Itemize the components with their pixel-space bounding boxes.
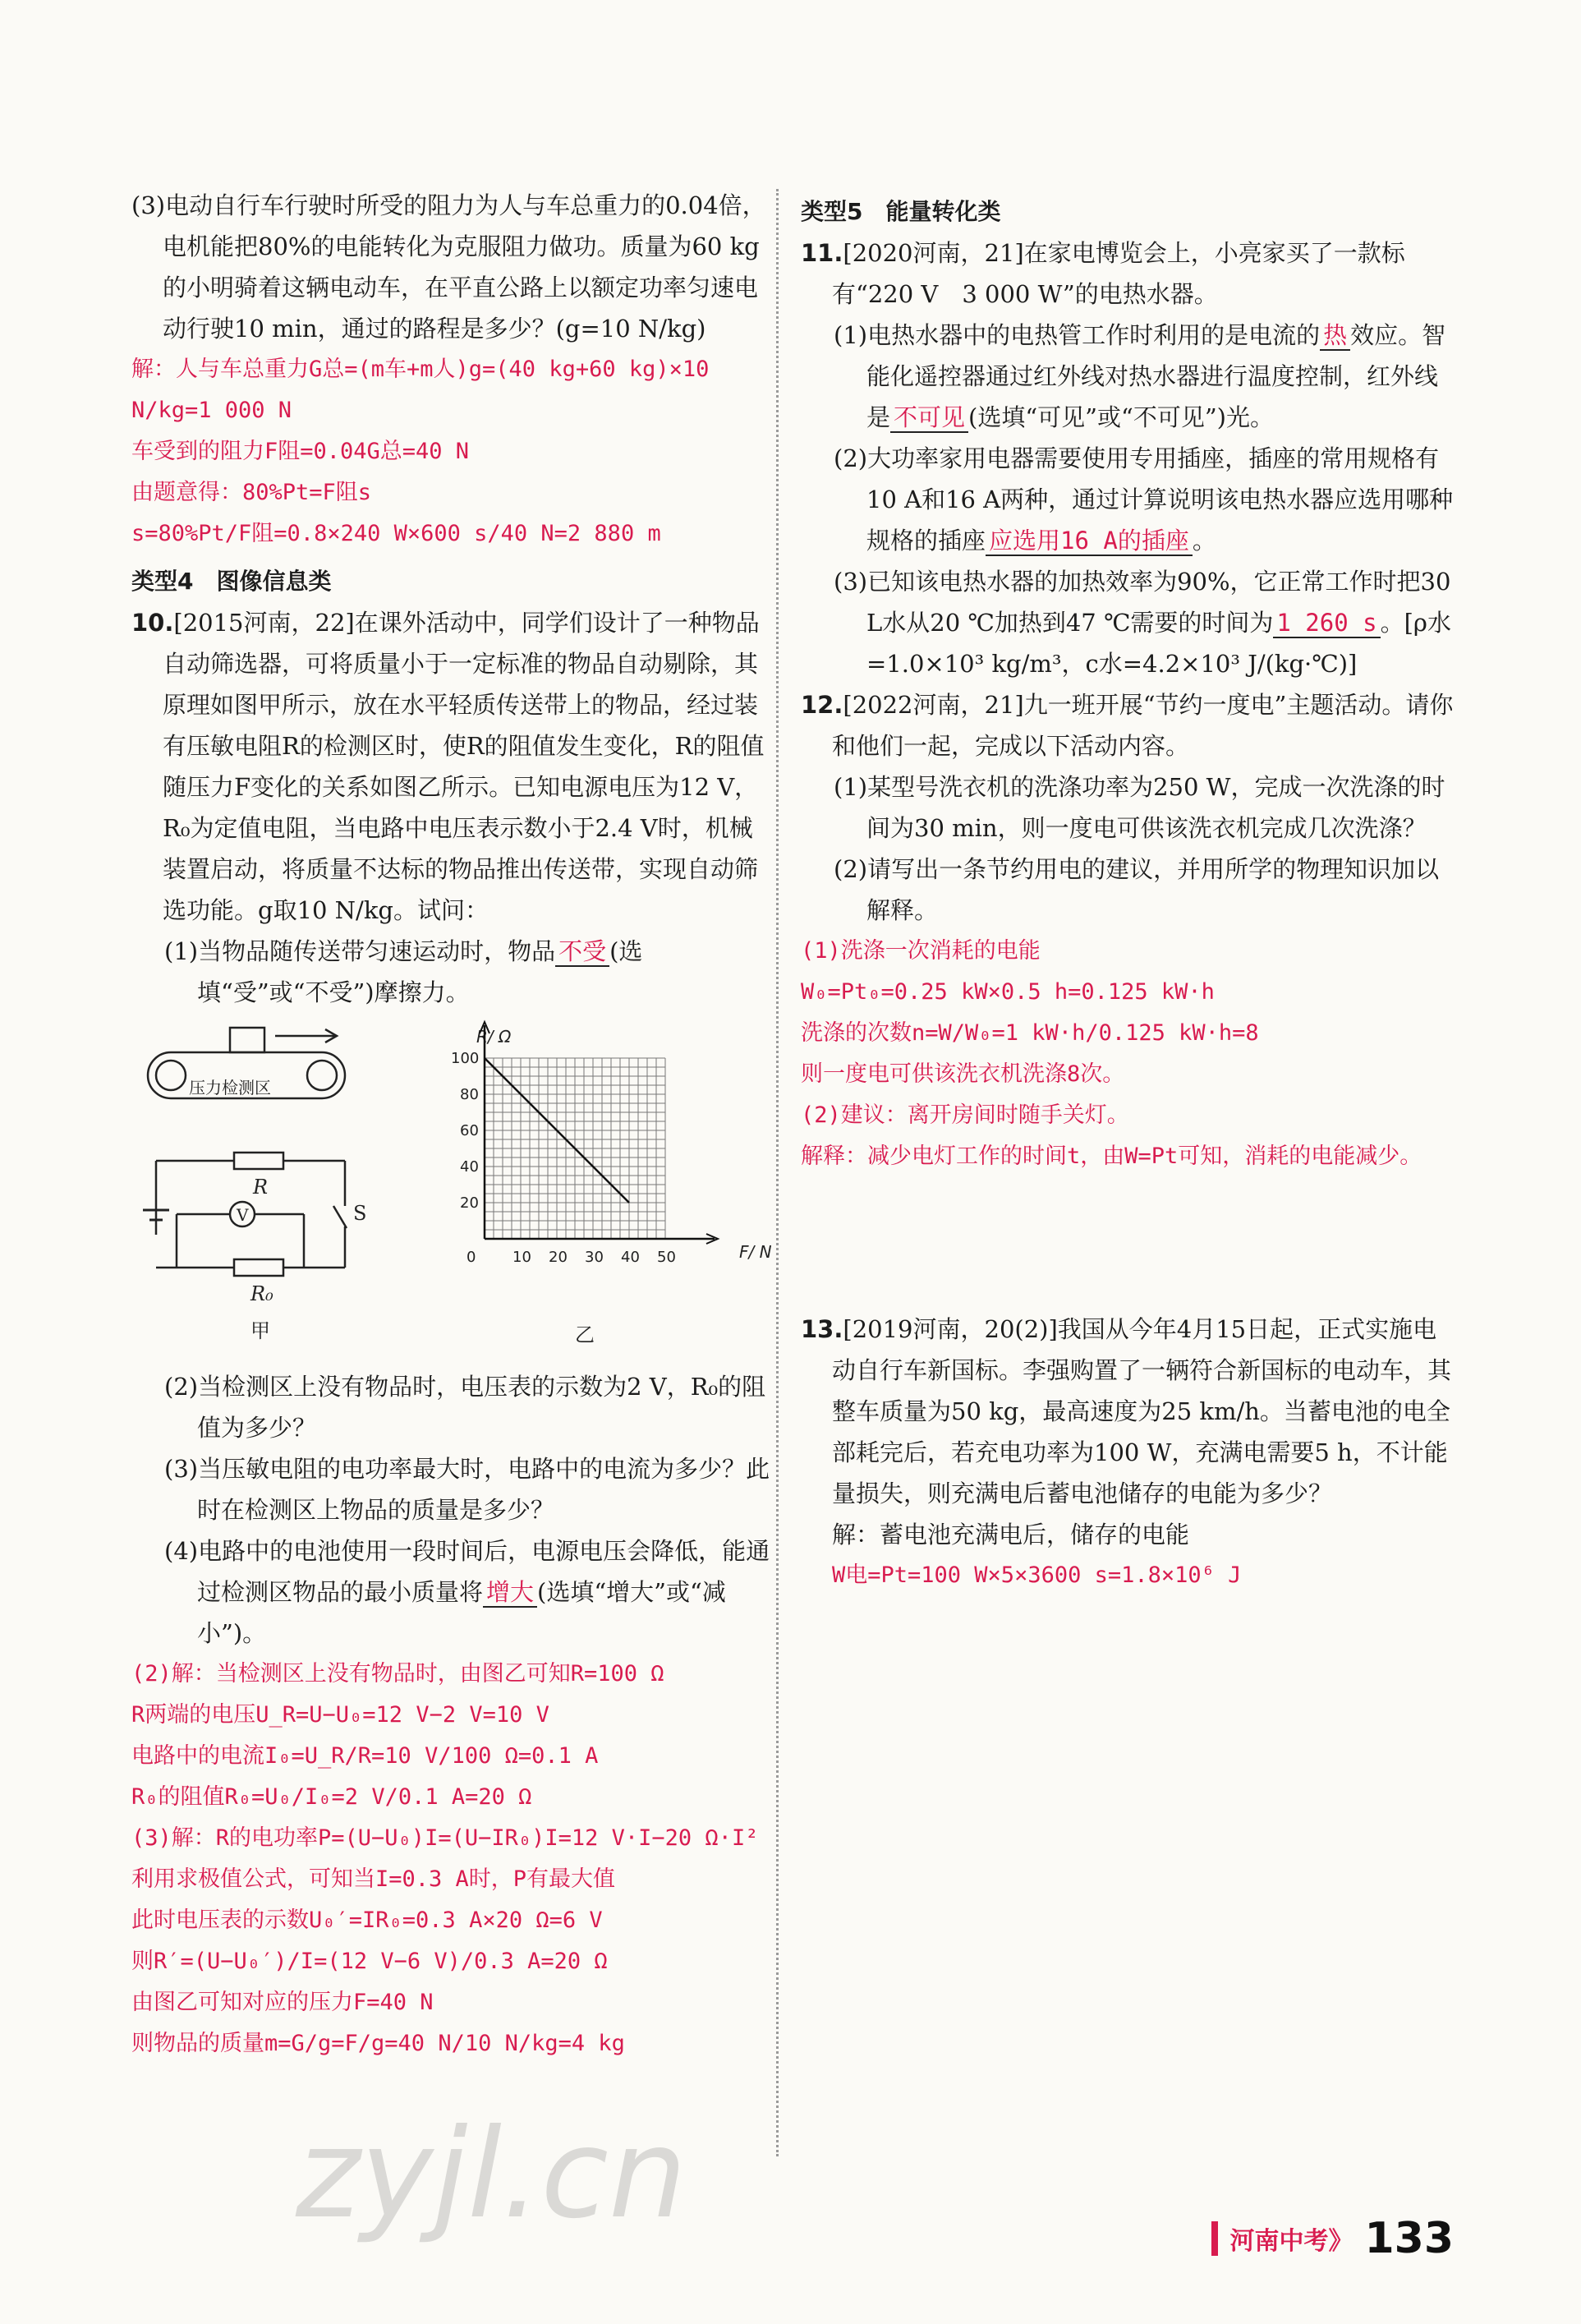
q10-answer-3: 电路中的电流I₀=U_R/R=10 V/100 Ω=0.1 A [131, 1743, 599, 1769]
q12-number: 12. [801, 691, 843, 719]
q9-answer-line2: 车受到的阻力F阻=0.04G总=40 N [131, 439, 470, 464]
q12-answer-6: 解释：减少电灯工作的时间t，由W=Pt可知，消耗的电能减少。 [801, 1144, 1422, 1169]
left-column [131, 185, 772, 2064]
q10-part1 [131, 931, 772, 1013]
q13-number: 13. [801, 1315, 843, 1343]
q11-part1 [801, 315, 1454, 438]
q10-answer-1: (2)解：当检测区上没有物品时，由图乙可知R=100 Ω [131, 1661, 664, 1687]
q9-answer-line4: s=80%Pt/F阻=0.8×240 W×600 s/40 N=2 880 m [131, 521, 661, 546]
caption-jia: 甲 [250, 1319, 270, 1342]
belt-roller-left [156, 1061, 186, 1090]
q11-p3-text: (3)已知该电热水器的加热效率为90%，它正常工作时把30 L水从20 ℃加热到47 ℃需要的时间为 [834, 568, 1451, 637]
page-footer [1211, 2214, 1454, 2263]
q13-answer-1: 解：蓄电池充满电后，储存的电能 [832, 1521, 1190, 1549]
right-column [801, 185, 1454, 1596]
q12-answer-1: (1)洗涤一次消耗的电能 [801, 938, 1041, 964]
q11-p3-text2: 。[ρ水=1.0×10³ kg/m³，c水=4.2×10³ J/(kg·℃)] [866, 609, 1451, 678]
label-r0: R₀ [250, 1282, 273, 1305]
section-5-heading: 类型5 能量转化类 [801, 198, 1001, 225]
caption-yi: 乙 [575, 1323, 595, 1346]
q9-part3-stem: (3)电动自行车行驶时所受的阻力为人与车总重力的0.04倍，电机能把80%的电能转化为克服阻力做功。质量为60 kg的小明骑着这辆电动车，在平直公路上以额定功率匀速电动行驶10 min，通过的路程是多少？(g=10 N/kg) [131, 191, 766, 343]
q9-answer-line1: 解：人与车总重力G总=(m车+m人)g=(40 kg+60 kg)×10 N/kg=1 000 N [131, 357, 710, 423]
q11-stem-text: [2020河南，21]在家电博览会上，小亮家买了一款标有“220 V 3 000 W”的电热水器。 [832, 239, 1405, 308]
footer-accent-bar [1211, 2221, 1218, 2256]
q10-stem-text: [2015河南，22]在课外活动中，同学们设计了一种物品自动筛选器，可将质量小于一定标准的物品自动剔除，其原理如图甲所示，放在水平轻质传送带上的物品，经过装有压敏电阻R的检测区时，使R的阻值发生变化，R的阻值随压力F变化的关系如图乙所示。已知电源电压为12 V，R₀为定值电阻，当电路中电压表示数小于2.4 V时，机械装置启动，将质量不达标的物品推出传送带，实现自动筛选功能。g取10 N/kg。试问： [163, 609, 765, 924]
page-number: 133 [1364, 2214, 1454, 2263]
q10-answer-4: R₀的阻值R₀=U₀/I₀=2 V/0.1 A=20 Ω [131, 1784, 532, 1810]
q11-p1-answer2: 不可见 [890, 403, 968, 433]
footer-brand: 河南中考》 [1229, 2227, 1354, 2256]
label-r: R [253, 1176, 269, 1199]
q11-part3 [801, 561, 1454, 684]
belt-roller-right [307, 1061, 337, 1090]
q13-stem-text: [2019河南，20(2)]我国从今年4月15日起，正式实施电动自行车新国标。李强购置了一辆符合新国标的电动车，其整车质量为50 kg，最高速度为25 km/h。当蓄电池的电全部耗完后，若充电功率为100 W，充满电需要5 h，不计能量损失，则充满电后蓄电池储存的电能为多少？ [832, 1315, 1452, 1507]
q12-answer-3: 洗涤的次数n=W/W₀=1 kW·h/0.125 kW·h=8 [801, 1020, 1259, 1046]
x-axis-label: F/ N [739, 1242, 772, 1262]
switch-s [333, 1206, 347, 1228]
q10-p4-answer: 增大 [483, 1578, 537, 1608]
q10-p1-answer: 不受 [555, 937, 609, 967]
q10-part3: (3)当压敏电阻的电功率最大时，电路中的电流为多少？此时在检测区上物品的质量是多少？ [164, 1455, 770, 1524]
q10-answer-8: 则R′=(U−U₀′)/I=(12 V−6 V)/0.3 A=20 Ω [131, 1949, 608, 1974]
y-tick-label: 40 [460, 1158, 479, 1176]
resistor-r0 [234, 1259, 283, 1276]
x-tick-label: 30 [585, 1249, 604, 1266]
y-tick-label: 60 [460, 1122, 479, 1139]
q11-p1-text3: (选填“可见”或“不可见”)光。 [968, 403, 1274, 431]
q12-stem-text: [2022河南，21]九一班开展“节约一度电”主题活动。请你和他们一起，完成以下活动内容。 [832, 691, 1454, 760]
q10-answer-2: R两端的电压U_R=U−U₀=12 V−2 V=10 V [131, 1702, 549, 1728]
q10-p4-text: (4)电路中的电池使用一段时间后，电源电压会降低，能通过检测区物品的最小质量将 [164, 1537, 770, 1606]
q10-answer-10: 则物品的质量m=G/g=F/g=40 N/10 N/kg=4 kg [131, 2031, 625, 2056]
y-tick-label: 80 [460, 1086, 479, 1103]
object-box [230, 1028, 264, 1052]
q10-answer-7: 此时电压表的示数U₀′=IR₀=0.3 A×20 Ω=6 V [131, 1908, 603, 1933]
q10-figure [131, 1013, 772, 1366]
q11-number: 11. [801, 239, 843, 267]
q11-p2-text2: 。 [1192, 527, 1216, 555]
x-tick-label: 50 [657, 1249, 676, 1266]
q10-p1-text2: (选填“受”或“不受”)摩擦力。 [197, 937, 643, 1006]
q9-answer-line3: 由题意得：80%Pt=F阻s [131, 480, 372, 505]
q11-p2-text: (2)大功率家用电器需要使用专用插座，插座的常用规格有10 A和16 A两种，通过计算说明该电热水器应选用哪种规格的插座 [834, 444, 1454, 555]
q11-part2 [801, 438, 1454, 561]
q13-answer-2: W电=Pt=100 W×5×3600 s=1.8×10⁶ J [832, 1562, 1242, 1588]
x-tick-label: 0 [466, 1249, 476, 1266]
zone-label: 压力检测区 [189, 1078, 271, 1098]
q10-stem [131, 602, 772, 931]
q12-answer-5: (2)建议：离开房间时随手关灯。 [801, 1102, 1129, 1128]
q10-number: 10. [131, 609, 174, 637]
y-axis-label: R/ Ω [476, 1027, 512, 1047]
q12-part2: (2)请写出一条节约用电的建议，并用所学的物理知识加以解释。 [834, 855, 1440, 924]
q10-answer-6: 利用求极值公式，可知当I=0.3 A时，P有最大值 [131, 1866, 616, 1892]
watermark: zyjl.cn [296, 2103, 687, 2246]
section-4-heading: 类型4 图像信息类 [131, 568, 332, 595]
x-tick-label: 10 [512, 1249, 531, 1266]
q11-p2-answer: 应选用16 A的插座 [986, 527, 1193, 556]
answer-space [801, 1177, 1454, 1309]
q10-part4 [131, 1530, 772, 1654]
q11-p1-text: (1)电热水器中的电热管工作时利用的是电流的 [834, 321, 1321, 349]
q12-stem [801, 684, 1454, 766]
q10-answer-5: (3)解：R的电功率P=(U−U₀)I=(U−IR₀)I=12 V·I−20 Ω·I² [131, 1825, 759, 1851]
q12-answer-4: 则一度电可供该洗衣机洗涤8次。 [801, 1061, 1125, 1087]
q10-p4-text2: (选填“增大”或“减小”)。 [197, 1578, 726, 1647]
q11-p1-text2: 效应。智能化遥控器通过红外线对热水器进行温度控制，红外线是 [866, 321, 1446, 431]
q10-answer-9: 由图乙可知对应的压力F=40 N [131, 1990, 434, 2015]
q10-part2: (2)当检测区上没有物品时，电压表的示数为2 V，R₀的阻值为多少？ [164, 1373, 766, 1442]
label-v: V [237, 1205, 249, 1225]
y-tick-label: 20 [460, 1194, 479, 1212]
y-tick-label: 100 [451, 1050, 480, 1067]
q12-answer-2: W₀=Pt₀=0.25 kW×0.5 h=0.125 kW·h [801, 979, 1215, 1005]
resistance-force-graph [435, 1013, 772, 1366]
x-tick-label: 40 [621, 1249, 640, 1266]
q11-p3-answer: 1 260 s [1273, 609, 1380, 638]
x-tick-label: 20 [549, 1249, 568, 1266]
q13-stem [801, 1309, 1454, 1514]
q11-p1-answer1: 热 [1320, 321, 1350, 351]
column-divider [776, 189, 779, 2156]
label-s: S [353, 1202, 367, 1225]
q10-p1-text: (1)当物品随传送带匀速运动时，物品 [164, 937, 556, 965]
resistor-r [234, 1153, 283, 1169]
q12-part1: (1)某型号洗衣机的洗涤功率为250 W，完成一次洗涤的时间为30 min，则一度电可供该洗衣机完成几次洗涤？ [834, 773, 1445, 842]
q11-stem [801, 232, 1454, 315]
